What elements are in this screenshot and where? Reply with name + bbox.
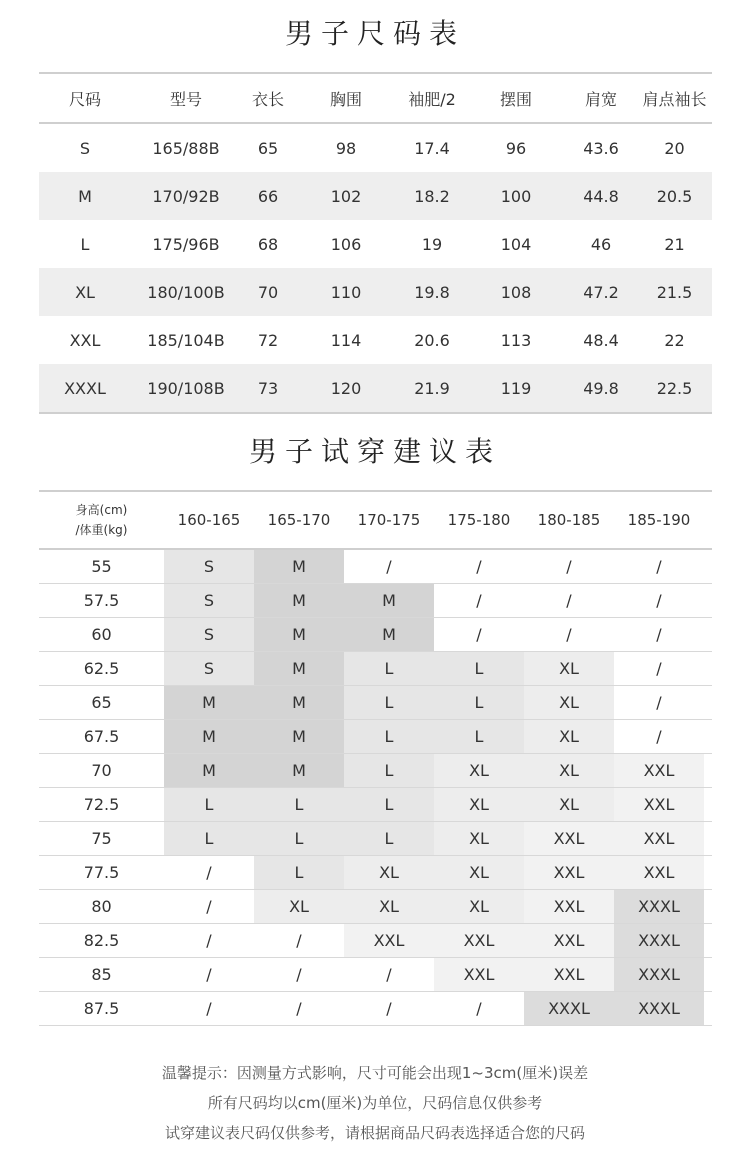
height-label: 身高(cm) — [75, 503, 128, 517]
size-suggestion-cell: XL — [524, 754, 614, 787]
weight-cell: 82.5 — [83, 931, 120, 950]
size-chart-cell: 100 — [500, 186, 532, 206]
size-suggestion-cell: L — [164, 788, 254, 821]
size-suggestion-cell: XXL — [524, 856, 614, 889]
size-suggestion-cell: XXL — [524, 890, 614, 923]
size-suggestion-cell: XXXL — [614, 890, 704, 923]
header-cell: 型号 — [169, 89, 202, 109]
size-chart-cell: 104 — [500, 234, 532, 254]
size-chart-cell: 102 — [330, 186, 362, 206]
size-suggestion-cell: L — [254, 822, 344, 855]
divider — [39, 412, 712, 414]
size-suggestion-cell: L — [254, 856, 344, 889]
size-suggestion-cell: / — [254, 992, 344, 1025]
size-suggestion-cell: M — [164, 754, 254, 787]
header-cell: 肩宽 — [584, 89, 617, 109]
size-chart-row — [39, 172, 712, 220]
size-chart-cell: 106 — [330, 234, 362, 254]
size-suggestion-cell: M — [254, 686, 344, 719]
size-suggestion-cell: M — [344, 584, 434, 617]
weight-cell: 62.5 — [83, 659, 120, 678]
size-suggestion-cell: / — [344, 992, 434, 1025]
size-suggestion-cell: / — [614, 618, 704, 651]
size-chart-cell: 65 — [257, 138, 279, 158]
size-suggestion-cell: M — [254, 618, 344, 651]
size-suggestion-cell: XL — [344, 890, 434, 923]
size-chart-cell: 98 — [335, 138, 357, 158]
size-suggestion-cell: XXXL — [614, 992, 704, 1025]
size-chart-cell: 44.8 — [583, 186, 619, 206]
weight-cell: 77.5 — [83, 863, 120, 882]
size-suggestion-cell: L — [434, 720, 524, 753]
size-suggestion-cell: / — [524, 618, 614, 651]
size-chart-row — [39, 124, 712, 172]
size-suggestion-cell: / — [164, 856, 254, 889]
size-suggestion-cell: / — [434, 584, 524, 617]
size-suggestion-cell: / — [614, 720, 704, 753]
fit-chart-table — [39, 490, 712, 1026]
fit-chart-row — [39, 754, 712, 788]
size-suggestion-cell: S — [164, 618, 254, 651]
size-suggestion-cell: XL — [254, 890, 344, 923]
height-header: 185-190 — [627, 511, 691, 529]
size-chart-row — [39, 220, 712, 268]
fit-chart-row — [39, 584, 712, 618]
size-suggestion-cell: S — [164, 652, 254, 685]
size-chart-cell: 20 — [664, 138, 685, 158]
fit-chart-row — [39, 618, 712, 652]
size-suggestion-cell: S — [164, 584, 254, 617]
size-suggestion-cell: XXL — [614, 754, 704, 787]
size-chart-cell: 180/100B — [147, 282, 225, 302]
size-suggestion-cell: L — [164, 822, 254, 855]
size-chart-table — [39, 72, 712, 414]
size-chart-cell: 119 — [500, 378, 532, 398]
size-suggestion-cell: / — [434, 550, 524, 583]
size-suggestion-cell: / — [254, 958, 344, 991]
size-chart-header-row — [39, 74, 712, 122]
header-cell: 衣长 — [251, 89, 284, 109]
size-suggestion-cell: XXL — [434, 924, 524, 957]
header-cell: 肩点袖长 — [642, 89, 707, 109]
size-chart-cell: 19 — [421, 234, 443, 254]
header-cell: 尺码 — [68, 89, 101, 109]
fit-chart-row — [39, 652, 712, 686]
size-suggestion-cell: M — [254, 652, 344, 685]
size-suggestion-cell: / — [524, 550, 614, 583]
size-chart-cell: 190/108B — [147, 378, 225, 398]
weight-cell: 80 — [91, 897, 112, 916]
fit-chart-row — [39, 924, 712, 958]
size-chart-cell: 49.8 — [583, 378, 619, 398]
height-header: 175-180 — [447, 511, 511, 529]
height-header: 170-175 — [357, 511, 421, 529]
size-chart-cell: 21.5 — [656, 282, 693, 302]
size-suggestion-cell: XL — [524, 652, 614, 685]
size-suggestion-cell: L — [434, 686, 524, 719]
weight-cell: 87.5 — [83, 999, 120, 1018]
header-cell: 胸围 — [329, 89, 362, 109]
weight-cell: 70 — [91, 761, 112, 780]
size-suggestion-cell: XXL — [614, 856, 704, 889]
size-chart-cell: 68 — [257, 234, 279, 254]
size-suggestion-cell: L — [344, 822, 434, 855]
size-chart-cell: 96 — [505, 138, 527, 158]
note-fit-reference: 试穿建议表尺码仅供参考，请根据商品尺码表选择适合您的尺码 — [164, 1124, 585, 1142]
size-chart-cell: 175/96B — [152, 234, 220, 254]
size-chart-cell: 20.6 — [414, 330, 450, 350]
weight-label: /体重(kg) — [75, 523, 128, 537]
height-header: 165-170 — [267, 511, 331, 529]
weight-cell: 57.5 — [83, 591, 120, 610]
size-suggestion-cell: M — [254, 584, 344, 617]
size-suggestion-cell: XXXL — [614, 958, 704, 991]
size-suggestion-cell: / — [524, 584, 614, 617]
size-suggestion-cell: XL — [524, 788, 614, 821]
size-chart-cell: 113 — [500, 330, 532, 350]
size-chart-cell: 43.6 — [583, 138, 619, 158]
size-chart-title: 男子尺码表 — [284, 17, 465, 50]
weight-cell: 55 — [91, 557, 112, 576]
weight-cell: 85 — [91, 965, 112, 984]
header-cell: 摆围 — [499, 89, 532, 109]
size-chart-cell: XXXL — [64, 378, 106, 398]
header-cell: 袖肥/2 — [408, 89, 456, 109]
fit-chart-row — [39, 720, 712, 754]
size-suggestion-cell: XXL — [344, 924, 434, 957]
size-chart-cell: 22.5 — [656, 378, 693, 398]
fit-chart-row — [39, 992, 712, 1026]
fit-chart-row — [39, 550, 712, 584]
size-chart-cell: 21 — [664, 234, 685, 254]
note-units: 所有尺码均以cm(厘米)为单位，尺码信息仅供参考 — [207, 1094, 543, 1112]
size-chart-cell: 185/104B — [147, 330, 225, 350]
size-suggestion-cell: XL — [434, 890, 524, 923]
size-suggestion-cell: XXL — [614, 788, 704, 821]
weight-cell: 65 — [91, 693, 112, 712]
size-chart-cell: XXL — [69, 330, 101, 350]
size-suggestion-cell: L — [344, 686, 434, 719]
size-suggestion-cell: XL — [524, 686, 614, 719]
size-suggestion-cell: XXL — [614, 822, 704, 855]
weight-cell: 60 — [91, 625, 112, 644]
size-chart-cell: L — [80, 234, 90, 254]
size-chart-row — [39, 316, 712, 364]
size-chart-cell: 22 — [664, 330, 685, 350]
size-chart-cell: 21.9 — [414, 378, 450, 398]
note-measurement-error: 温馨提示：因测量方式影响，尺寸可能会出现1~3cm(厘米)误差 — [161, 1064, 589, 1082]
size-suggestion-cell: XL — [434, 822, 524, 855]
height-header: 160-165 — [177, 511, 241, 529]
fit-chart-row — [39, 856, 712, 890]
size-suggestion-cell: L — [434, 652, 524, 685]
size-suggestion-cell: XXL — [524, 924, 614, 957]
size-suggestion-cell: XL — [434, 754, 524, 787]
size-chart-cell: 170/92B — [152, 186, 220, 206]
fit-chart-header-row — [39, 492, 712, 548]
size-suggestion-cell: / — [434, 992, 524, 1025]
size-chart-cell: 46 — [590, 234, 612, 254]
size-suggestion-cell: M — [254, 550, 344, 583]
weight-cell: 72.5 — [83, 795, 120, 814]
size-suggestion-cell: M — [164, 686, 254, 719]
size-suggestion-cell: M — [164, 720, 254, 753]
size-suggestion-cell: S — [164, 550, 254, 583]
height-header: 180-185 — [537, 511, 601, 529]
size-chart-cell: S — [79, 138, 91, 158]
size-suggestion-cell: / — [434, 618, 524, 651]
size-chart-cell: 47.2 — [583, 282, 619, 302]
size-suggestion-cell: L — [254, 788, 344, 821]
size-chart-cell: 19.8 — [414, 282, 450, 302]
size-suggestion-cell: M — [254, 720, 344, 753]
size-chart-cell: 73 — [257, 378, 279, 398]
corner-header — [39, 500, 164, 540]
size-suggestion-cell: / — [164, 924, 254, 957]
size-suggestion-cell: XL — [344, 856, 434, 889]
size-suggestion-cell: L — [344, 788, 434, 821]
size-chart-cell: 20.5 — [656, 186, 693, 206]
fit-chart-row — [39, 958, 712, 992]
size-suggestion-cell: / — [614, 652, 704, 685]
size-suggestion-cell: L — [344, 652, 434, 685]
size-suggestion-cell: / — [164, 890, 254, 923]
size-chart-cell: 17.4 — [414, 138, 450, 158]
size-chart-cell: 165/88B — [152, 138, 220, 158]
size-chart-cell: 108 — [500, 282, 532, 302]
size-suggestion-cell: XXL — [524, 958, 614, 991]
size-chart-cell: XL — [75, 282, 95, 302]
size-suggestion-cell: XL — [434, 788, 524, 821]
fit-chart-row — [39, 822, 712, 856]
fit-chart-row — [39, 686, 712, 720]
size-suggestion-cell: M — [344, 618, 434, 651]
size-chart-cell: 18.2 — [414, 186, 450, 206]
size-chart-row — [39, 268, 712, 316]
size-suggestion-cell: M — [254, 754, 344, 787]
weight-cell: 75 — [91, 829, 112, 848]
size-suggestion-cell: XL — [524, 720, 614, 753]
size-suggestion-cell: XXXL — [614, 924, 704, 957]
size-chart-row — [39, 364, 712, 412]
size-suggestion-cell: / — [614, 686, 704, 719]
size-suggestion-cell: / — [344, 958, 434, 991]
size-suggestion-cell: / — [344, 550, 434, 583]
size-chart-cell: 70 — [257, 282, 279, 302]
size-chart-cell: 110 — [330, 282, 362, 302]
size-chart-cell: 114 — [330, 330, 362, 350]
weight-cell: 67.5 — [83, 727, 120, 746]
size-suggestion-cell: / — [164, 992, 254, 1025]
size-suggestion-cell: XXL — [434, 958, 524, 991]
size-chart-cell: 66 — [257, 186, 279, 206]
size-chart-cell: 72 — [257, 330, 279, 350]
size-suggestion-cell: / — [254, 924, 344, 957]
size-chart-cell: 120 — [330, 378, 362, 398]
size-suggestion-cell: L — [344, 754, 434, 787]
size-chart-cell: 48.4 — [583, 330, 619, 350]
fit-chart-row — [39, 788, 712, 822]
fit-chart-row — [39, 890, 712, 924]
size-suggestion-cell: / — [614, 550, 704, 583]
size-suggestion-cell: L — [344, 720, 434, 753]
fit-chart-title: 男子试穿建议表 — [248, 435, 501, 468]
size-chart-cell: M — [78, 186, 92, 206]
size-suggestion-cell: XL — [434, 856, 524, 889]
size-suggestion-cell: / — [614, 584, 704, 617]
size-suggestion-cell: XXXL — [524, 992, 614, 1025]
size-suggestion-cell: XXL — [524, 822, 614, 855]
size-suggestion-cell: / — [164, 958, 254, 991]
